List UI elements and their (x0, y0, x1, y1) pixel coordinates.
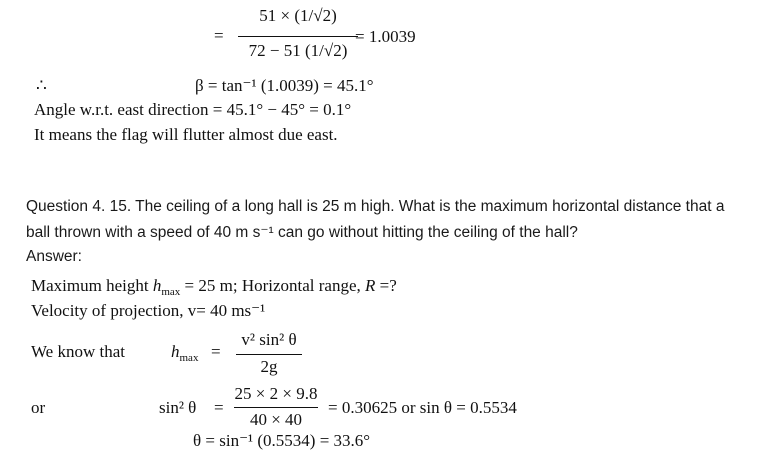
calc-fraction (232, 384, 320, 436)
question-line-1: Question 4. 15. The ceiling of a long hall is 25 m high. What is the maximum horizontal distance that a (26, 198, 725, 215)
velocity-line: Velocity of projection, v= 40 ms⁻¹ (31, 301, 266, 320)
eq1-sign: = (214, 26, 224, 45)
answer-label: Answer: (26, 248, 82, 265)
given-line: Maximum height $h_{max} = 25$ m; Horizontal range, R =? (31, 276, 397, 298)
formula-fraction-bar (236, 354, 302, 355)
eq1-fraction-bar (238, 36, 358, 37)
eq1-denominator: 72 − 51 (1/√2) (248, 41, 348, 60)
beta-line: β = tan⁻¹ (1.0039) = 45.1° (195, 76, 374, 95)
eq1-numerator: 51 × (1/√2) (259, 6, 337, 25)
eq1-fraction (236, 4, 360, 68)
formula-denominator: 2g (260, 357, 278, 376)
angle-line: Angle w.r.t. east direction = 45.1° − 45° = 0.1° (34, 100, 352, 119)
formula-numerator: v² sin² θ (241, 330, 297, 349)
or-label: or (31, 398, 46, 417)
hmax-label: $h_{max}$ (171, 342, 199, 364)
eq1-result: = 1.0039 (355, 27, 416, 46)
hmax-symbol: h (152, 276, 162, 295)
eq-sign-1: = (211, 342, 221, 361)
theta-line: θ = sin⁻¹ (0.5534) = 33.6° (193, 431, 371, 450)
sin2-label: sin² θ (159, 398, 197, 417)
eq-sign-2: = (214, 398, 224, 417)
hmax-subscript: max (161, 286, 181, 298)
therefore-symbol: ∴ (36, 76, 47, 95)
calc-result: = 0.30625 or sin θ = 0.5534 (328, 398, 517, 417)
calc-numerator: 25 × 2 × 9.8 (234, 384, 318, 403)
calc-fraction-bar (234, 407, 318, 408)
formula-fraction (232, 328, 306, 380)
we-know-label: We know that (31, 342, 125, 361)
flag-line: It means the flag will flutter almost due east. (34, 125, 338, 144)
question-line-2: ball thrown with a speed of 40 m s⁻¹ can go without hitting the ceiling of the hall? (26, 224, 578, 241)
calc-denominator: 40 × 40 (249, 410, 303, 429)
